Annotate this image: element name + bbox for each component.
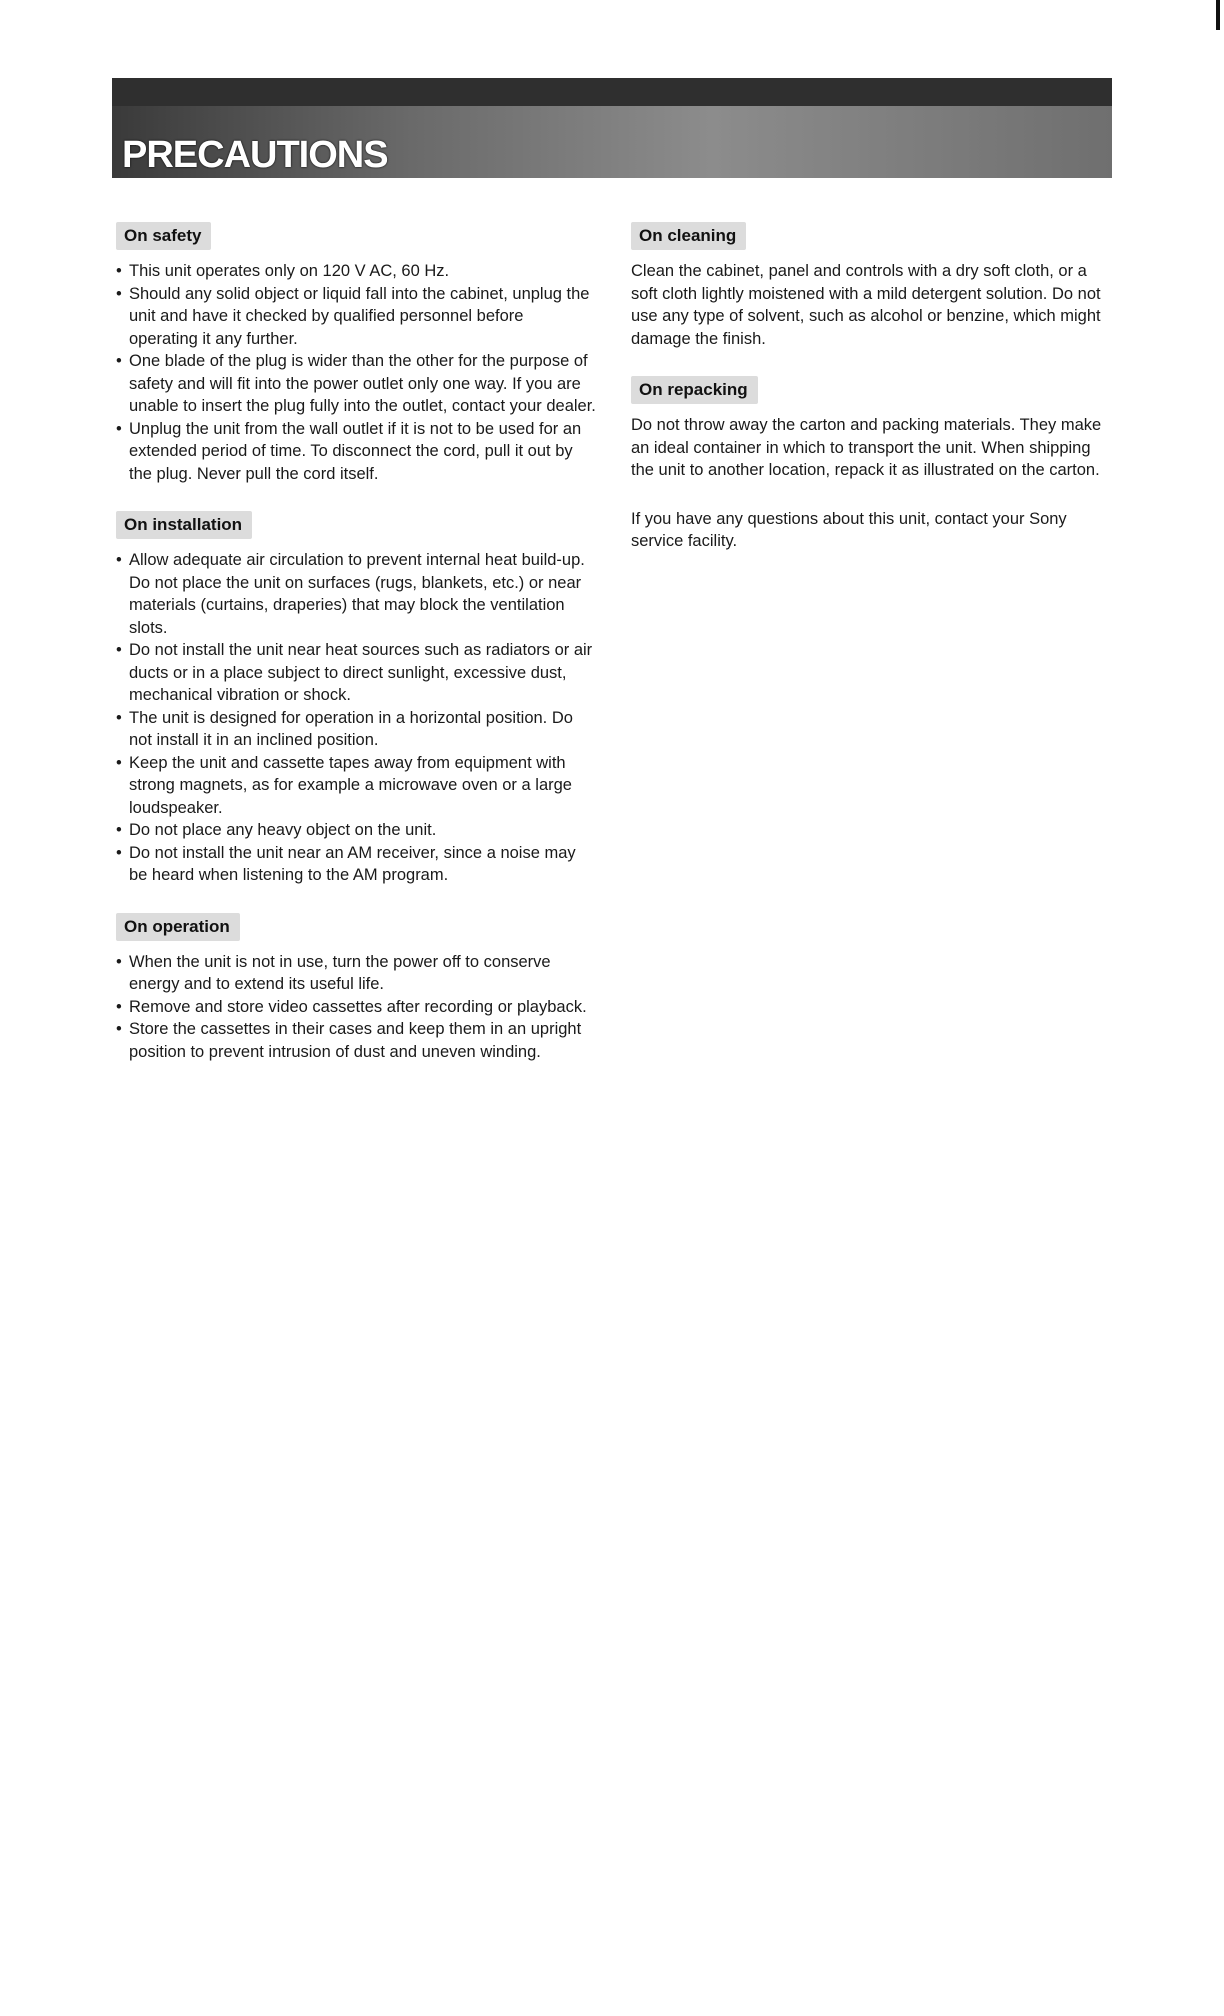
- section-heading: On operation: [116, 913, 240, 941]
- title-banner: [112, 78, 1112, 178]
- bullet-item: • The unit is designed for operation in a horizontal position. Do not install it in an inclined position.: [116, 707, 596, 752]
- section-on-operation: [116, 913, 596, 1064]
- bullet-item: • Store the cassettes in their cases and keep them in an upright position to prevent intrusion of dust and uneven winding.: [116, 1018, 596, 1063]
- section-text: Do not throw away the carton and packing materials. They make an ideal container in which to transport the unit. When shipping the unit to another location, repack it as illustrated on the carton.: [631, 416, 1102, 479]
- bullet-item: • Keep the unit and cassette tapes away from equipment with strong magnets, as for example a microwave oven or a large loudspeaker.: [116, 752, 596, 820]
- section-on-repacking: [631, 376, 1111, 482]
- bullet-item: • One blade of the plug is wider than the other for the purpose of safety and will fit into the power outlet only one way. If you are unable to insert the plug fully into the outlet, contact your dealer.: [116, 350, 596, 418]
- page-title: PRECAUTIONS: [122, 134, 388, 176]
- left-column: [116, 222, 596, 1089]
- edge-mark: [1216, 0, 1220, 30]
- bullet-item: • Do not install the unit near an AM receiver, since a noise may be heard when listening to the AM program.: [116, 842, 596, 887]
- bullet-list: [116, 549, 596, 887]
- section-on-safety: [116, 222, 596, 485]
- bullet-item: • When the unit is not in use, turn the power off to conserve energy and to extend its useful life.: [116, 951, 596, 996]
- section-heading: On cleaning: [631, 222, 746, 250]
- section-text: Clean the cabinet, panel and controls with a dry soft cloth, or a soft cloth lightly moistened with a mild detergent solution. Do not use any type of solvent, such as alcohol or benzine, which might damage the finish.: [631, 262, 1101, 348]
- bullet-item: • Unplug the unit from the wall outlet if it is not to be used for an extended period of time. To disconnect the cord, pull it out by the plug. Never pull the cord itself.: [116, 418, 596, 486]
- section-heading: On safety: [116, 222, 211, 250]
- section-heading: On repacking: [631, 376, 758, 404]
- closing-note: If you have any questions about this unit, contact your Sony service facility.: [631, 509, 1067, 550]
- bullet-item: • This unit operates only on 120 V AC, 60 Hz.: [116, 260, 596, 283]
- bullet-item: • Do not place any heavy object on the unit.: [116, 819, 596, 842]
- bullet-item: • Allow adequate air circulation to prevent internal heat build-up. Do not place the unit on surfaces (rugs, blankets, etc.) or near materials (curtains, draperies) that may block the ventilation slots.: [116, 549, 596, 639]
- right-column: [631, 222, 1111, 571]
- section-heading: On installation: [116, 511, 252, 539]
- section-on-installation: [116, 511, 596, 887]
- bullet-list: [116, 260, 596, 485]
- bullet-list: [116, 951, 596, 1064]
- bullet-item: • Do not install the unit near heat sources such as radiators or air ducts or in a place subject to direct sunlight, excessive dust, mechanical vibration or shock.: [116, 639, 596, 707]
- bullet-item: • Should any solid object or liquid fall into the cabinet, unplug the unit and have it checked by qualified personnel before operating it any further.: [116, 283, 596, 351]
- bullet-item: • Remove and store video cassettes after recording or playback.: [116, 996, 596, 1019]
- section-on-cleaning: [631, 222, 1111, 350]
